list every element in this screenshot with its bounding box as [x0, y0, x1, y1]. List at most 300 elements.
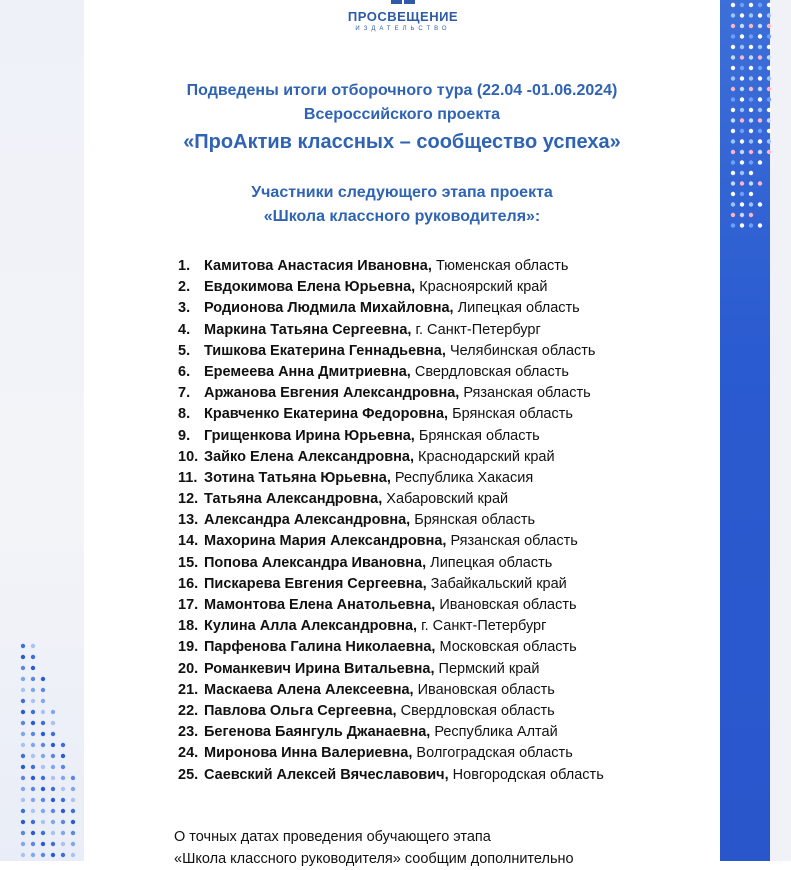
decorative-dot [767, 76, 771, 80]
decorative-dot [51, 743, 55, 747]
participant-number: 21. [178, 681, 199, 698]
participant-item [178, 743, 604, 764]
participant-region: Брянская область [414, 512, 536, 529]
decorative-dot [41, 677, 45, 681]
participant-name: Бегенова Баянгуль Джанаевна, [204, 724, 431, 741]
participant-name: Махорина Мария Александровна, [204, 533, 447, 550]
decorative-dot [767, 66, 771, 70]
decorative-dot [21, 853, 25, 857]
decorative-dot [749, 139, 753, 143]
decorative-dot [41, 842, 45, 846]
participant-region: Липецкая область [430, 554, 553, 571]
decorative-dot [71, 809, 75, 813]
participant-region: Брянская область [418, 427, 540, 444]
participant-number: 14. [178, 533, 199, 550]
decorative-dot [31, 743, 35, 747]
decorative-dot [71, 853, 75, 857]
decorative-dot [51, 787, 55, 791]
participant-number: 7. [178, 385, 191, 402]
decorative-dot [41, 688, 45, 692]
decorative-dot [758, 76, 762, 80]
participant-number: 2. [178, 279, 191, 296]
decorative-dot [767, 87, 771, 91]
decorative-dot [758, 139, 762, 143]
participant-item [178, 298, 604, 319]
decorative-dot [21, 655, 25, 659]
participant-number: 17. [178, 597, 199, 613]
participant-number: 25. [178, 766, 199, 783]
decorative-dot [758, 55, 762, 59]
decorative-dot [41, 710, 45, 714]
participant-region: Тюменская область [435, 258, 569, 274]
document-page [84, 0, 720, 867]
decorative-dot [731, 192, 735, 196]
decorative-dot [51, 831, 55, 835]
participant-name: Кравченко Екатерина Федоровна, [204, 406, 449, 423]
participant-item [178, 447, 604, 468]
participant-name: Павлова Ольга Сергеевна, [204, 702, 397, 719]
decorative-dot [740, 202, 744, 206]
decorative-dot [767, 118, 771, 122]
decorative-dot [31, 732, 35, 736]
decorative-dots-top-right [728, 0, 776, 240]
decorative-dot [749, 87, 753, 91]
participant-item [178, 404, 604, 425]
decorative-dot [740, 213, 744, 217]
participant-item [178, 659, 604, 680]
participants-heading: Участники следующего этапа проекта [251, 184, 553, 201]
footer-line-1: О точных датах проведения обучающего этапа [174, 829, 491, 845]
decorative-dot [21, 721, 25, 725]
participant-region: Ивановская область [417, 681, 555, 698]
decorative-dot [21, 754, 25, 758]
decorative-dot [758, 129, 762, 133]
decorative-dot [731, 139, 735, 143]
decorative-dot [758, 34, 762, 38]
decorative-dot [21, 710, 25, 714]
participant-name: Грищенкова Ирина Юрьевна, [204, 427, 415, 444]
participant-region: Рязанская область [450, 533, 578, 550]
decorative-dot [71, 798, 75, 802]
decorative-dot [731, 55, 735, 59]
decorative-dot [731, 13, 735, 17]
decorative-dot [41, 743, 45, 747]
decorative-dot [749, 213, 753, 217]
decorative-dot [740, 45, 744, 49]
decorative-dot [767, 24, 771, 28]
decorative-dot [749, 192, 753, 196]
participant-number: 10. [178, 448, 199, 465]
decorative-dot [71, 787, 75, 791]
decorative-dot [758, 150, 762, 154]
decorative-dot [758, 87, 762, 91]
decorative-dot [61, 743, 65, 747]
decorative-dot [71, 842, 75, 846]
decorative-dot [767, 97, 771, 101]
participant-name: Еремеева Анна Дмитриевна, [204, 363, 411, 380]
decorative-dot [731, 181, 735, 185]
decorative-dot [740, 118, 744, 122]
participant-number: 9. [178, 427, 191, 444]
decorative-dot [749, 181, 753, 185]
project-title: «ПроАктив классных – сообщество успеха» [183, 131, 621, 153]
decorative-dot [21, 666, 25, 670]
decorative-dot [767, 3, 771, 7]
decorative-dot [51, 809, 55, 813]
participant-region: Республика Хакасия [394, 469, 534, 486]
decorative-dot [740, 13, 744, 17]
decorative-dot [31, 820, 35, 824]
participant-number: 15. [178, 554, 199, 571]
decorative-dot [51, 776, 55, 780]
decorative-dot [731, 108, 735, 112]
book-icon [390, 0, 416, 6]
decorative-dot [749, 129, 753, 133]
decorative-dot [61, 776, 65, 780]
decorative-dot [758, 45, 762, 49]
participant-number: 8. [178, 406, 191, 423]
participant-item [178, 765, 604, 786]
decorative-dot [21, 842, 25, 846]
decorative-dot [731, 3, 735, 7]
participant-number: 11. [178, 469, 198, 486]
participant-item [178, 722, 604, 743]
decorative-dot [41, 754, 45, 758]
participant-region: Краснодарский край [418, 448, 555, 465]
participant-region: Новгородская область [452, 766, 604, 783]
logo-subtitle: ИЗДАТЕЛЬСТВО [355, 26, 451, 32]
participant-number: 22. [178, 702, 199, 719]
decorative-dot [758, 97, 762, 101]
participant-name: Татьяна Александровна, [204, 491, 383, 508]
participant-item [178, 574, 604, 595]
decorative-dot [740, 192, 744, 196]
decorative-dot [61, 754, 65, 758]
participant-name: Парфенова Галина Николаевна, [204, 639, 436, 656]
participant-item [178, 256, 604, 277]
participant-number: 24. [178, 745, 199, 762]
decorative-dots-bottom-left [18, 640, 82, 861]
participant-item [178, 637, 604, 658]
decorative-dot [41, 732, 45, 736]
decorative-dot [767, 34, 771, 38]
participant-region: Пермский край [438, 660, 540, 677]
decorative-dot [51, 721, 55, 725]
decorative-dot [31, 842, 35, 846]
participant-name: Миронова Инна Валериевна, [204, 745, 413, 762]
participant-region: Республика Алтай [434, 724, 558, 741]
participant-region: Хабаровский край [386, 491, 509, 508]
decorative-dot [31, 853, 35, 857]
decorative-dot [41, 809, 45, 813]
decorative-dot [731, 118, 735, 122]
participant-name: Маскаева Алена Алексеевна, [204, 681, 414, 698]
decorative-dot [740, 150, 744, 154]
decorative-dot [749, 97, 753, 101]
participant-name: Родионова Людмила Михайловна, [204, 300, 454, 317]
decorative-dot [758, 3, 762, 7]
participant-region: Челябинская область [449, 342, 596, 359]
decorative-dot [41, 787, 45, 791]
participant-name: Зотина Татьяна Юрьевна, [204, 469, 391, 486]
decorative-dot [31, 644, 35, 648]
decorative-dot [731, 34, 735, 38]
decorative-dot [758, 223, 762, 227]
participant-number: 20. [178, 660, 199, 677]
decorative-dot [740, 87, 744, 91]
decorative-dot [758, 108, 762, 112]
decorative-dot [51, 842, 55, 846]
decorative-dot [740, 3, 744, 7]
decorative-dot [51, 710, 55, 714]
decorative-dot [731, 171, 735, 175]
participant-number: 12. [178, 491, 199, 508]
participant-region: Красноярский край [419, 279, 548, 296]
participant-region: Рязанская область [463, 385, 591, 402]
decorative-dot [749, 13, 753, 17]
participant-item [178, 383, 604, 404]
decorative-dot [749, 24, 753, 28]
decorative-dot [71, 776, 75, 780]
decorative-dot [767, 129, 771, 133]
participant-name: Саевский Алексей Вячеславович, [204, 766, 449, 783]
participant-region: Ивановская область [439, 597, 577, 613]
decorative-dot [31, 776, 35, 780]
decorative-dot [731, 213, 735, 217]
participant-number: 1. [178, 258, 191, 274]
decorative-dot [61, 820, 65, 824]
participant-number: 19. [178, 639, 199, 656]
decorative-dot [31, 831, 35, 835]
decorative-dot [61, 787, 65, 791]
decorative-dot [51, 798, 55, 802]
participant-name: Тишкова Екатерина Геннадьевна, [204, 342, 446, 359]
logo-name: ПРОСВЕЩЕНИЕ [347, 9, 459, 24]
participant-number: 3. [178, 300, 191, 317]
decorative-dot [740, 108, 744, 112]
participant-name: Камитова Анастасия Ивановна, [204, 258, 432, 274]
participant-name: Зайко Елена Александровна, [204, 448, 414, 465]
participant-item [178, 489, 604, 510]
decorative-dot [51, 853, 55, 857]
decorative-dot [740, 171, 744, 175]
decorative-dot [740, 223, 744, 227]
decorative-dot [749, 66, 753, 70]
participant-region: Свердловская область [400, 702, 555, 719]
decorative-dot [758, 24, 762, 28]
decorative-dot [21, 820, 25, 824]
decorative-dot [758, 13, 762, 17]
decorative-dot [758, 118, 762, 122]
participant-name: Аржанова Евгения Александровна, [204, 385, 460, 402]
participants-list [178, 256, 604, 786]
project-scope-heading: Всероссийского проекта [303, 106, 501, 123]
participant-number: 16. [178, 575, 199, 592]
decorative-dot [21, 699, 25, 703]
participant-number: 18. [178, 618, 199, 635]
decorative-dot [51, 765, 55, 769]
decorative-dot [749, 160, 753, 164]
decorative-dot [758, 181, 762, 185]
decorative-dot [749, 34, 753, 38]
decorative-dot [749, 118, 753, 122]
participant-region: Московская область [439, 639, 577, 656]
decorative-dot [61, 831, 65, 835]
decorative-dot [31, 754, 35, 758]
participant-item [178, 362, 604, 383]
decorative-dot [21, 776, 25, 780]
participant-number: 13. [178, 512, 199, 529]
participant-name: Мамонтова Елена Анатольевна, [204, 597, 436, 613]
decorative-dot [731, 150, 735, 154]
decorative-dot [767, 108, 771, 112]
participant-region: г. Санкт-Петербург [415, 321, 541, 338]
decorative-dot [21, 765, 25, 769]
decorative-dot [31, 688, 35, 692]
decorative-dot [61, 853, 65, 857]
decorative-dot [41, 721, 45, 725]
decorative-dot [21, 743, 25, 747]
decorative-dot [21, 677, 25, 681]
decorative-dot [740, 76, 744, 80]
decorative-dot [767, 55, 771, 59]
decorative-dot [749, 55, 753, 59]
decorative-dot [21, 787, 25, 791]
decorative-dot [731, 24, 735, 28]
participant-region: Волгоградская область [416, 745, 573, 762]
decorative-dot [31, 710, 35, 714]
decorative-dot [749, 3, 753, 7]
participant-name: Евдокимова Елена Юрьевна, [204, 279, 416, 296]
participant-item [178, 277, 604, 298]
decorative-dot [41, 831, 45, 835]
decorative-dot [41, 798, 45, 802]
publisher-logo [338, 0, 468, 40]
decorative-dot [41, 853, 45, 857]
participant-number: 5. [178, 342, 191, 359]
decorative-dot [767, 139, 771, 143]
decorative-dot [31, 765, 35, 769]
decorative-dot [41, 699, 45, 703]
decorative-dot [21, 798, 25, 802]
decorative-dot [51, 732, 55, 736]
participant-region: г. Санкт-Петербург [421, 618, 547, 635]
stage-title: «Школа классного руководителя»: [263, 208, 541, 225]
participant-name: Романкевич Ирина Витальевна, [204, 660, 435, 677]
decorative-dot [749, 223, 753, 227]
decorative-dot [51, 754, 55, 758]
participant-region: Свердловская область [414, 363, 569, 380]
decorative-dot [21, 688, 25, 692]
decorative-dot [31, 677, 35, 681]
decorative-dot [31, 721, 35, 725]
decorative-dot [61, 809, 65, 813]
decorative-dot [740, 66, 744, 70]
decorative-dot [31, 809, 35, 813]
participant-name: Маркина Татьяна Сергеевна, [204, 321, 412, 338]
decorative-dot [731, 97, 735, 101]
decorative-dot [749, 202, 753, 206]
participant-name: Кулина Алла Александровна, [204, 618, 418, 635]
decorative-dot [61, 842, 65, 846]
decorative-dot [740, 34, 744, 38]
participant-item [178, 320, 604, 341]
decorative-dot [749, 76, 753, 80]
decorative-dot [740, 24, 744, 28]
footer-note [174, 826, 574, 870]
decorative-dot [731, 66, 735, 70]
decorative-dot [758, 160, 762, 164]
participant-item [178, 595, 604, 616]
decorative-dot [731, 45, 735, 49]
decorative-dot [61, 765, 65, 769]
participant-number: 4. [178, 321, 191, 338]
participant-item [178, 510, 604, 531]
decorative-dot [21, 831, 25, 835]
decorative-dot [61, 798, 65, 802]
participant-item [178, 680, 604, 701]
decorative-dot [31, 666, 35, 670]
participant-region: Забайкальский край [430, 575, 567, 592]
decorative-dot [21, 809, 25, 813]
decorative-dot [740, 181, 744, 185]
decorative-dot [749, 150, 753, 154]
decorative-dot [767, 45, 771, 49]
participant-name: Пискарева Евгения Сергеевна, [204, 575, 427, 592]
decorative-dot [41, 765, 45, 769]
decorative-dot [758, 66, 762, 70]
participant-name: Попова Александра Ивановна, [204, 554, 427, 571]
footer-line-2: «Школа классного руководителя» сообщим дополнительно [174, 851, 574, 867]
decorative-dot [731, 160, 735, 164]
participant-item [178, 531, 604, 552]
participant-number: 6. [178, 363, 191, 380]
participant-item [178, 468, 604, 489]
decorative-dot [740, 139, 744, 143]
participant-item [178, 701, 604, 722]
decorative-dot [41, 776, 45, 780]
decorative-dot [31, 798, 35, 802]
decorative-dot [31, 787, 35, 791]
decorative-dot [731, 129, 735, 133]
decorative-dot [31, 655, 35, 659]
participant-item [178, 553, 604, 574]
decorative-dot [740, 97, 744, 101]
participant-name: Александра Александровна, [204, 512, 411, 529]
decorative-dot [767, 150, 771, 154]
decorative-dot [21, 644, 25, 648]
decorative-dot [41, 820, 45, 824]
decorative-dot [31, 699, 35, 703]
decorative-dot [71, 820, 75, 824]
decorative-dot [740, 129, 744, 133]
decorative-dot [767, 13, 771, 17]
decorative-dot [740, 160, 744, 164]
results-heading: Подведены итоги отборочного тура (22.04 -01.06.2024) [186, 82, 618, 99]
participant-region: Липецкая область [457, 300, 580, 317]
decorative-dot [749, 171, 753, 175]
participant-region: Брянская область [452, 406, 573, 423]
decorative-dot [71, 831, 75, 835]
decorative-dot [749, 45, 753, 49]
participant-item [178, 341, 604, 362]
participant-number: 23. [178, 724, 199, 741]
decorative-dot [731, 202, 735, 206]
decorative-dot [731, 223, 735, 227]
decorative-dot [749, 108, 753, 112]
decorative-dot [21, 732, 25, 736]
participant-item [178, 616, 604, 637]
